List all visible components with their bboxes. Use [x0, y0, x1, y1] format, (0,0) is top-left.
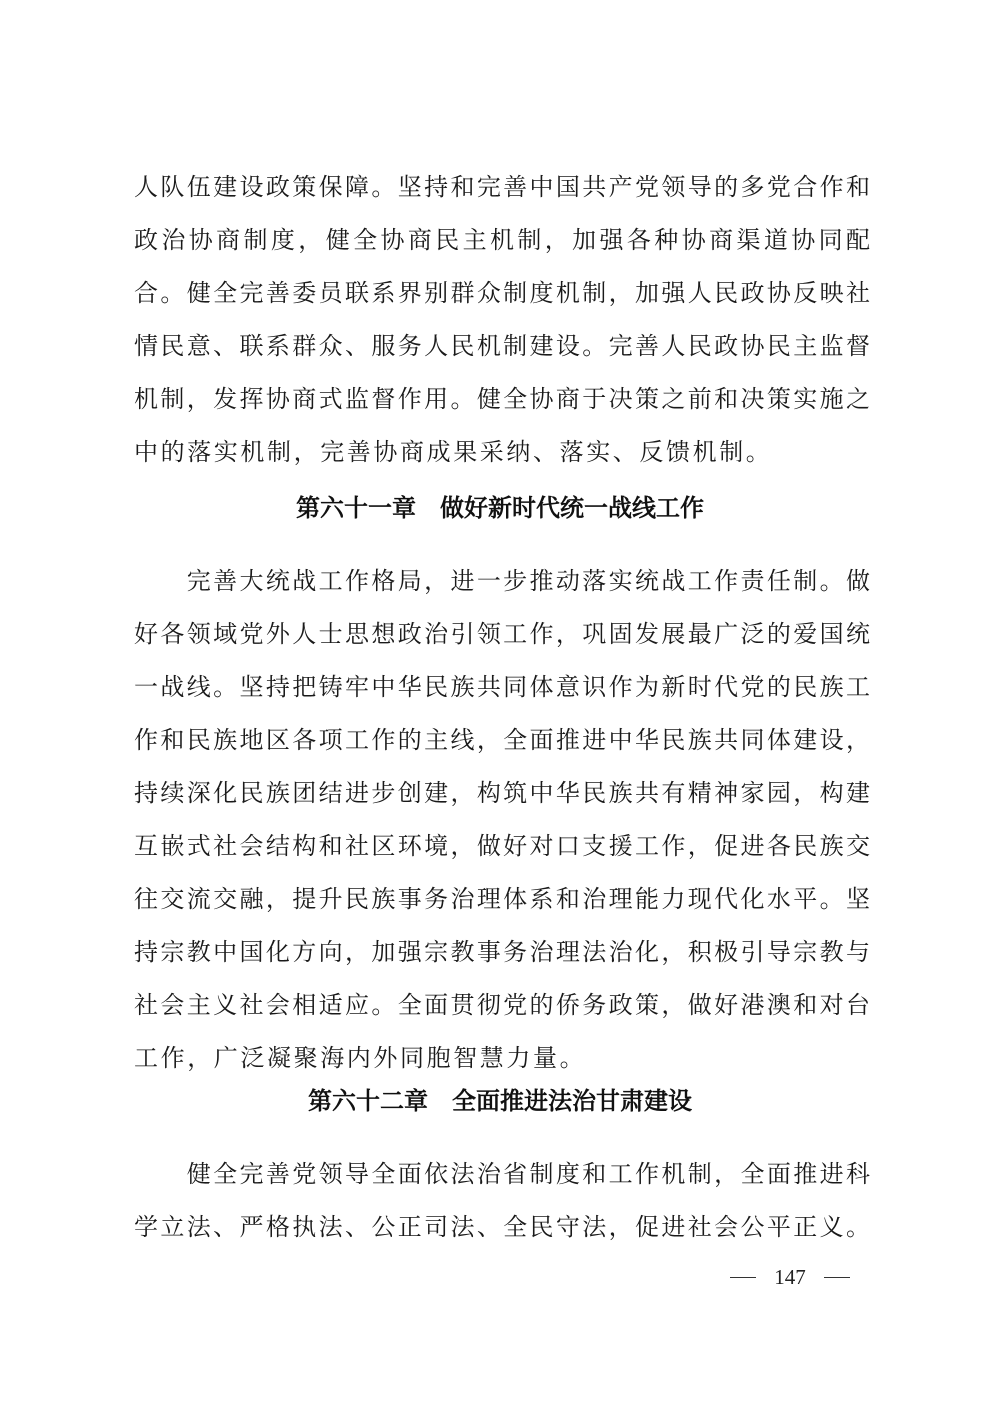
paragraph-1 [134, 161, 870, 479]
page-number: 147 [774, 1264, 806, 1289]
paragraph-line: 健全完善党领导全面依法治省制度和工作机制，全面推进科 [134, 1160, 870, 1188]
paragraph-2 [134, 555, 870, 1085]
paragraph-line: 机制，发挥协商式监督作用。健全协商于决策之前和决策实施之 [134, 385, 870, 413]
paragraph-line: 中的落实机制，完善协商成果采纳、落实、反馈机制。 [134, 438, 773, 466]
paragraph-line: 学立法、严格执法、公正司法、全民守法，促进社会公平正义。 [134, 1213, 870, 1241]
paragraph-line: 互嵌式社会结构和社区环境，做好对口支援工作，促进各民族交 [134, 832, 870, 860]
dash-left [730, 1277, 756, 1278]
paragraph-line: 好各领域党外人士思想政治引领工作，巩固发展最广泛的爱国统 [134, 620, 870, 648]
chapter-62-heading: 第六十二章 全面推进法治甘肃建设 [308, 1087, 692, 1115]
page-number-footer [730, 1262, 850, 1292]
paragraph-line: 完善大统战工作格局，进一步推动落实统战工作责任制。做 [134, 567, 870, 595]
paragraph-line: 社会主义社会相适应。全面贯彻党的侨务政策，做好港澳和对台 [134, 991, 870, 1019]
chapter-61-heading: 第六十一章 做好新时代统一战线工作 [296, 494, 704, 522]
paragraph-line: 持宗教中国化方向，加强宗教事务治理法治化，积极引导宗教与 [134, 938, 870, 966]
paragraph-line: 政治协商制度，健全协商民主机制，加强各种协商渠道协同配 [134, 226, 870, 254]
paragraph-line: 持续深化民族团结进步创建，构筑中华民族共有精神家园，构建 [134, 779, 870, 807]
paragraph-3 [134, 1148, 870, 1254]
paragraph-line: 合。健全完善委员联系界别群众制度机制，加强人民政协反映社 [134, 279, 870, 307]
paragraph-line: 作和民族地区各项工作的主线，全面推进中华民族共同体建设， [134, 726, 870, 754]
paragraph-line: 一战线。坚持把铸牢中华民族共同体意识作为新时代党的民族工 [134, 673, 870, 701]
paragraph-line: 人队伍建设政策保障。坚持和完善中国共产党领导的多党合作和 [134, 173, 870, 201]
paragraph-line: 往交流交融，提升民族事务治理体系和治理能力现代化水平。坚 [134, 885, 870, 913]
paragraph-line: 情民意、联系群众、服务人民机制建设。完善人民政协民主监督 [134, 332, 870, 360]
paragraph-line: 工作，广泛凝聚海内外同胞智慧力量。 [134, 1044, 587, 1072]
dash-right [824, 1277, 850, 1278]
